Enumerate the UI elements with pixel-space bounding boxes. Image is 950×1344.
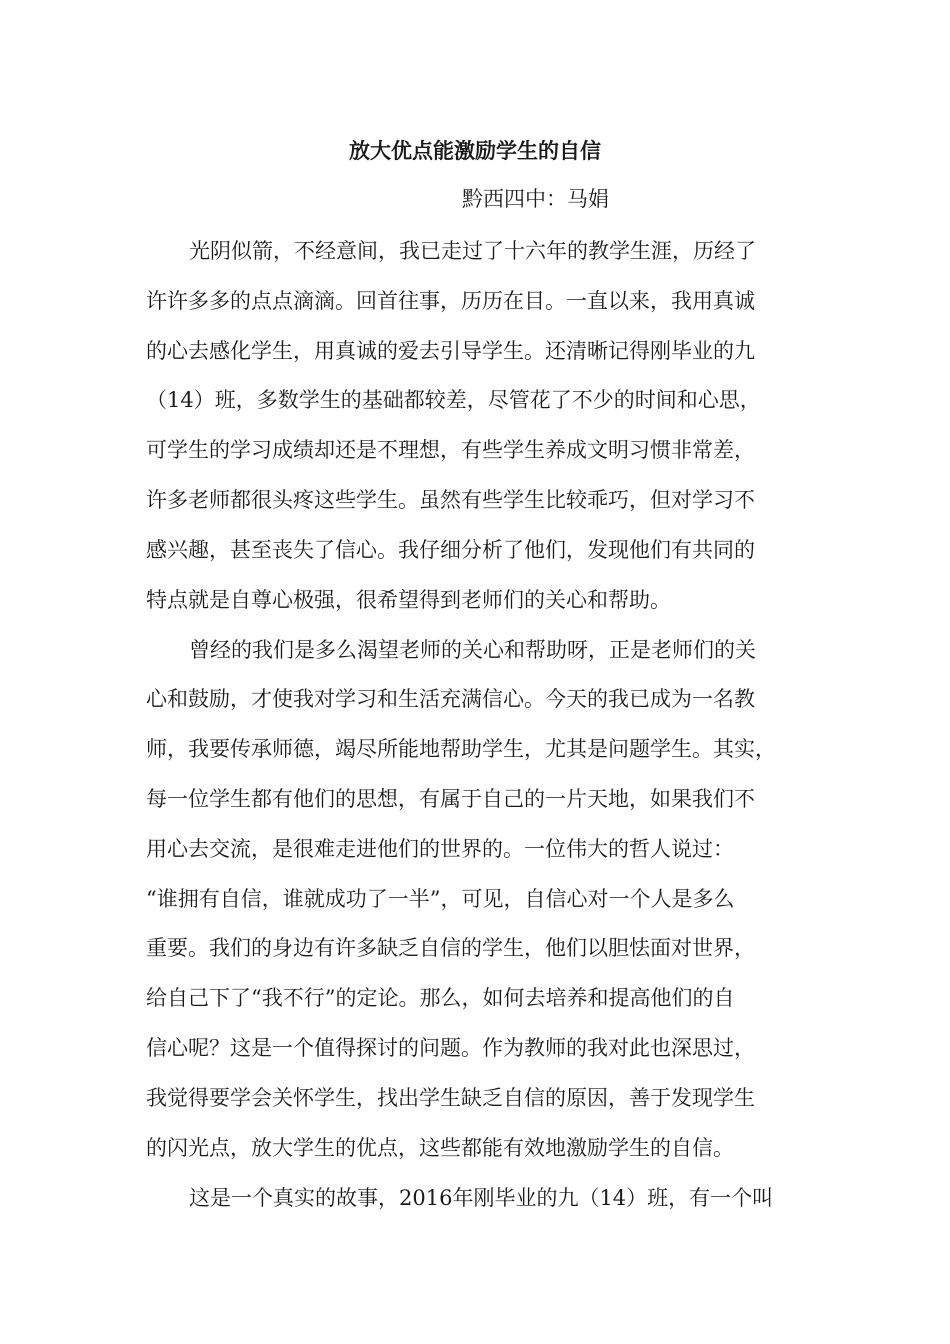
text-line: “谁拥有自信，谁就成功了一半”，可见，自信心对一个人是多么: [146, 887, 735, 911]
text-line: 用心去交流，是很难走进他们的世界的。一位伟大的哲人说过：: [146, 837, 734, 861]
text-line: 特点就是自尊心极强，很希望得到老师们的关心和帮助。: [146, 588, 671, 612]
text-line: （14）班，多数学生的基础都较差，尽管花了不少的时间和心思，: [146, 388, 761, 412]
text-line: 感兴趣，甚至丧失了信心。我仔细分析了他们，发现他们有共同的: [146, 538, 755, 562]
text-line: 这是一个真实的故事，2016年刚毕业的九（14）班，有一个叫: [189, 1186, 774, 1210]
text-line: 重要。我们的身边有许多缺乏自信的学生，他们以胆怯面对世界，: [146, 936, 755, 960]
document-author: 黔西四中：马娟: [462, 187, 609, 211]
text-line: 我觉得要学会关怀学生，找出学生缺乏自信的原因，善于发现学生: [146, 1086, 755, 1110]
text-line: 师，我要传承师德，竭尽所能地帮助学生，尤其是问题学生。其实，: [146, 737, 776, 761]
text-line: 光阴似箭，不经意间，我已走过了十六年的教学生涯，历经了: [189, 239, 756, 263]
text-line: 曾经的我们是多么渴望老师的关心和帮助呀，正是老师们的关: [189, 638, 756, 662]
text-line: 每一位学生都有他们的思想，有属于自己的一片天地，如果我们不: [146, 787, 755, 811]
text-line: 的心去感化学生，用真诚的爱去引导学生。还清晰记得刚毕业的九: [146, 339, 755, 363]
text-line: 给自己下了“我不行”的定论。那么，如何去培养和提高他们的自: [146, 986, 735, 1010]
text-line: 信心呢？这是一个值得探讨的问题。作为教师的我对此也深思过，: [146, 1036, 755, 1060]
text-line: 可学生的学习成绩却还是不理想，有些学生养成文明习惯非常差，: [146, 438, 755, 462]
document-title: 放大优点能激励学生的自信: [349, 139, 601, 163]
text-line: 许多老师都很头疼这些学生。虽然有些学生比较乖巧，但对学习不: [146, 488, 755, 512]
text-line: 心和鼓励，才使我对学习和生活充满信心。今天的我已成为一名教: [146, 687, 755, 711]
text-line: 许许多多的点点滴滴。回首往事，历历在目。一直以来，我用真诚: [146, 289, 755, 313]
text-line: 的闪光点，放大学生的优点，这些都能有效地激励学生的自信。: [146, 1136, 734, 1160]
